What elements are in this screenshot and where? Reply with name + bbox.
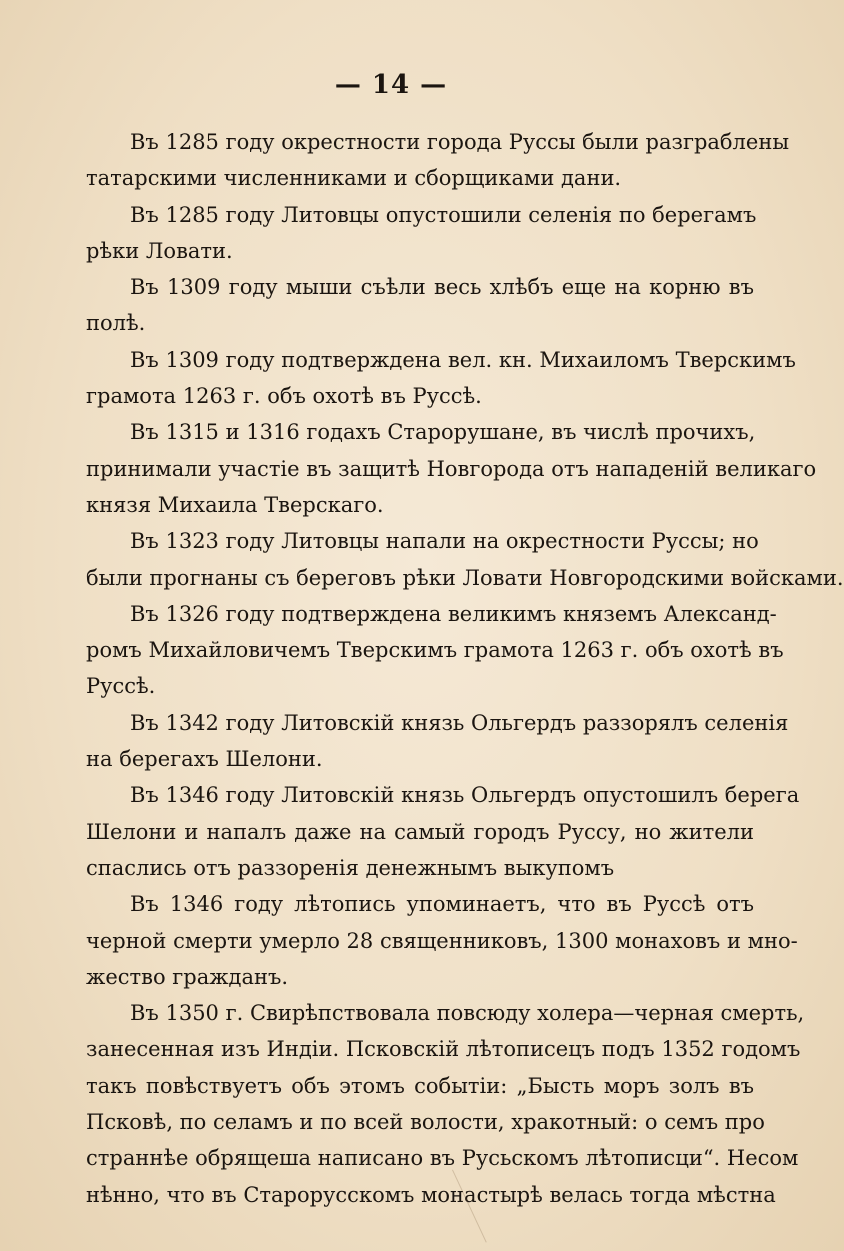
text-line: были прогнаны съ береговъ рѣки Ловати Новгородскими войсками. [86,565,844,590]
text-line: Шелони и напалъ даже на самый городъ Руссу, но жители [86,819,754,844]
text-line: Руссѣ. [86,674,156,699]
text-line: занесенная изъ Индіи. Псковскій лѣтописецъ подъ 1352 годомъ [86,1037,801,1062]
text-line: Въ 1309 году подтверждена вел. кн. Михаиломъ Тверскимъ [130,347,796,372]
text-line: полѣ. [86,311,146,336]
text-line: страннѣе обрящеша написано въ Русьскомъ лѣтописци“. Несом [86,1146,799,1171]
text-line: Въ 1346 году лѣтопись упоминаетъ, что въ Руссѣ отъ [130,892,754,917]
text-line: Въ 1350 г. Свирѣпствовала повсюду холера—черная смерть, [130,1001,805,1026]
text-line: такъ повѣствуетъ объ этомъ событіи: „Бысть моръ золъ въ [86,1073,754,1098]
text-line: ромъ Михайловичемъ Тверскимъ грамота 1263 г. объ охотѣ въ [86,638,784,663]
text-line: Въ 1285 году окрестности города Руссы были разграблены [130,130,790,154]
body-text [86,124,844,1213]
text-line: нѣнно, что въ Старорусскомъ монастырѣ велась тогда мѣстна [86,1182,776,1207]
text-line: татарскими численниками и сборщиками дани. [86,166,622,191]
text-line: Въ 1346 году Литовскій князь Ольгердъ опустошилъ берега [130,783,800,808]
text-line: Псковѣ, по селамъ и по всей волости, хракотный: о семъ про [86,1110,765,1135]
text-line: грамота 1263 г. объ охотѣ въ Руссѣ. [86,384,482,409]
text-line: Въ 1323 году Литовцы напали на окрестности Руссы; но [130,529,759,554]
text-line: Въ 1309 году мыши съѣли весь хлѣбъ еще на корню въ [130,275,754,300]
text-line: Въ 1326 году подтверждена великимъ княземъ Александ- [130,601,777,626]
page-number: — 14 — [334,70,448,100]
text-line: черной смерти умерло 28 священниковъ, 1300 монаховъ и мно- [86,928,798,953]
text-line: Въ 1342 году Литовскій князь Ольгердъ раззорялъ селенія [130,710,789,735]
text-line: спаслись отъ раззоренія денежнымъ выкупомъ [86,855,615,880]
text-line: на берегахъ Шелони. [86,747,323,772]
text-line: жество гражданъ. [86,964,289,989]
text-line: князя Михаила Тверскаго. [86,492,384,517]
text-line: принимали участіе въ защитѣ Новгорода отъ нападеній великаго [86,456,817,481]
text-line: Въ 1285 году Литовцы опустошили селенія по берегамъ [130,202,757,227]
text-line: рѣки Ловати. [86,238,233,263]
text-line: Въ 1315 и 1316 годахъ Старорушане, въ числѣ прочихъ, [130,420,756,445]
